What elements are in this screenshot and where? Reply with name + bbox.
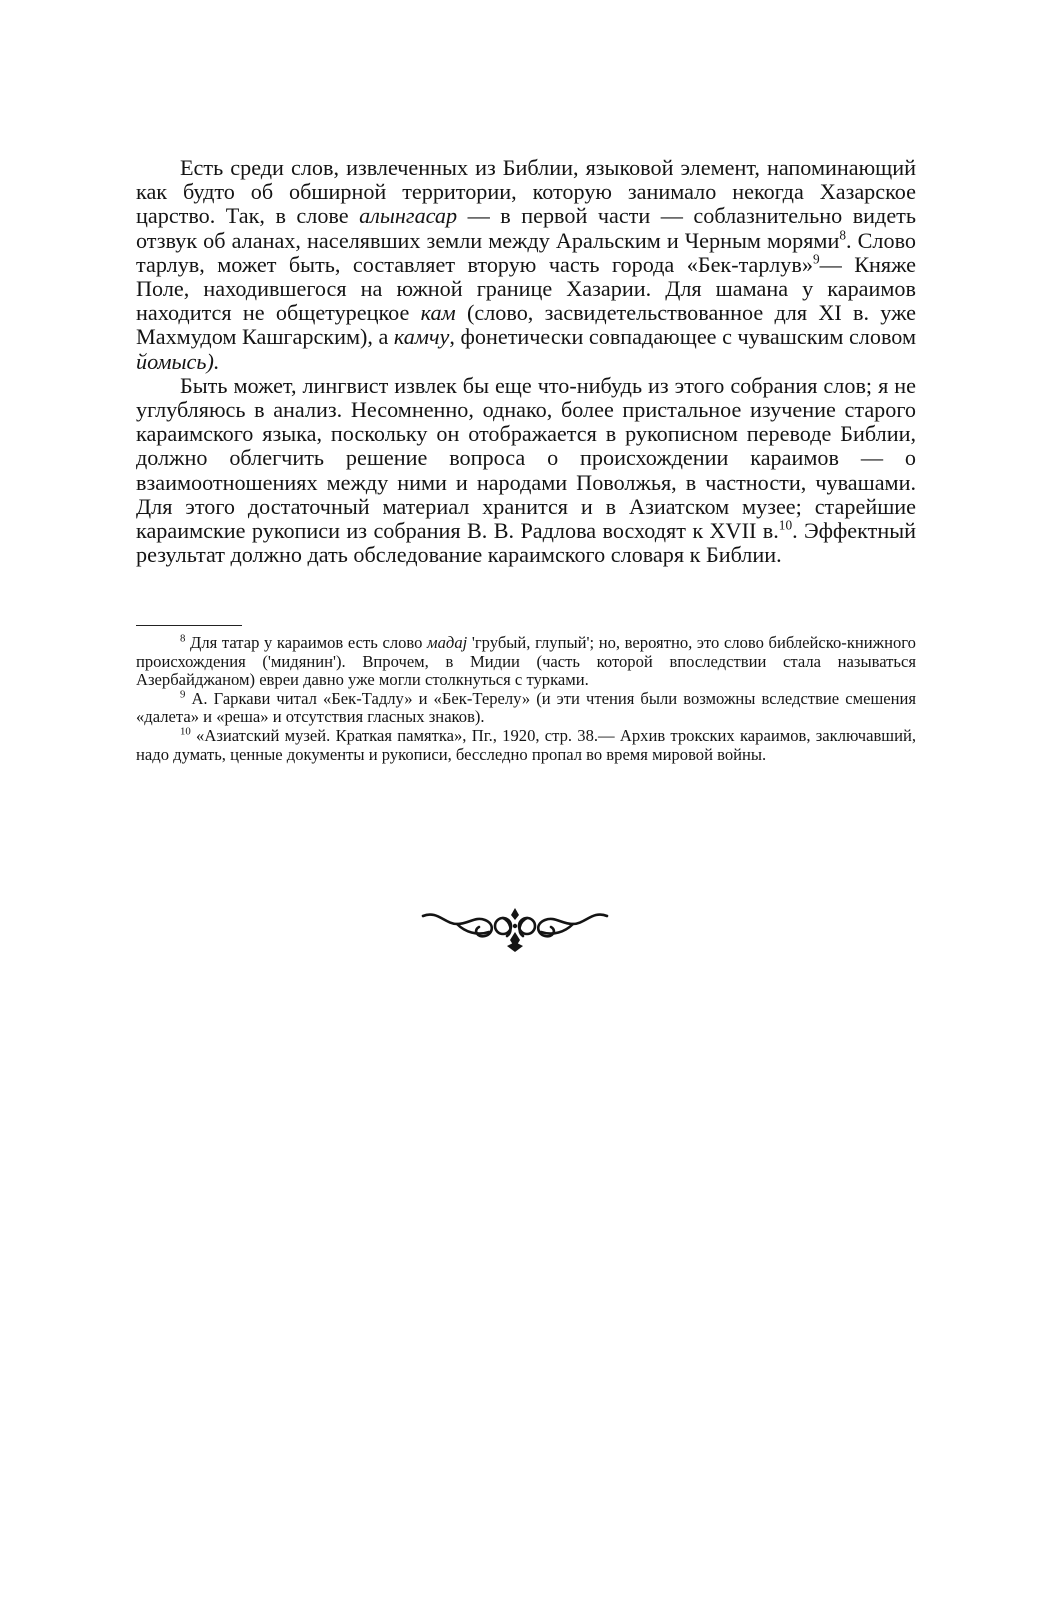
term-madaj: мадај [427,633,468,652]
footnote-9: $^9$ А. Гаркави читал «Бек-Тадлу» и «Бек-Терелу» (и эти чтения были возможны вследствие смешения «далета» и «реша» и отсутствия гласных знаков). [136,688,916,727]
footnote-ref-10: 10 [778,517,793,533]
term-alyngasar: алынгасар [359,203,458,229]
ornament-vignette [415,906,615,956]
footnote-number: 10 [180,725,191,738]
paragraph-1: Есть среди слов, извлеченных из Библии, языковой элемент, напоминающий как будто об обширной территории, которую занимало некогда Хазарское царство. Так, в слове алынгасар — в первой части — соблазнительно видеть отзвук об аланах, населявших земли между Аральским и Черным морями$^8$. Слово тарлув, может быть, составляет вторую часть города «Бек-тарлув»$^9$— Княже Поле, находившегося на южной границе Хазарии. Для шамана у караимов находится не общетурецкое кам (слово, засвидетельствованное для XI в. уже Махмудом Кашгарским), а камчу, фонетически совпадающее с чувашским словом йомысь). [136,155,916,374]
term-kam: кам [420,300,456,326]
footnote-divider [136,625,242,626]
footnote-ref-8: 8 [839,227,846,243]
footnote-8: $^8$ Для татар у караимов есть слово мадај 'грубый, глупый'; но, вероятно, это слово библейско-книжного происхождения ('мидянин'). Впрочем, в Мидии (часть которой впоследствии стала называться Азербайджаном) евреи давно уже могли столкнуться с турками. [136,632,916,690]
footnote-10: $^{10}$ «Азиатский музей. Краткая памятка», Пг., 1920, стр. 38.— Архив трокских караимов, заключавший, надо думать, ценные документы и рукописи, бесследно пропал во время мировой войны. [136,725,916,764]
term-kamchu: камчу [393,324,450,350]
footnote-number: 9 [180,688,186,701]
footnotes [136,634,916,764]
term-yomys: йомысь). [136,348,220,374]
footnote-ref-9: 9 [812,251,820,267]
main-text [136,156,916,567]
footnote-number: 8 [180,632,186,645]
paragraph-2: Быть может, лингвист извлек бы еще что-нибудь из этого собрания слов; я не углубляюсь в анализ. Несомненно, однако, более пристальное изучение старого караимского языка, поскольку он отображается в рукописном переводе Библии, должно облегчить решение вопроса о происхождении караимов — о взаимоотношениях между ними и народами Поволжья, в частности, чувашами. Для этого достаточный материал хранится и в Азиатском музее; старейшие караимские рукописи из собрания В. В. Радлова восходят к XVII в.$^{10}$. Эффектный результат должно дать обследование караимского словаря к Библии. [136,372,916,568]
